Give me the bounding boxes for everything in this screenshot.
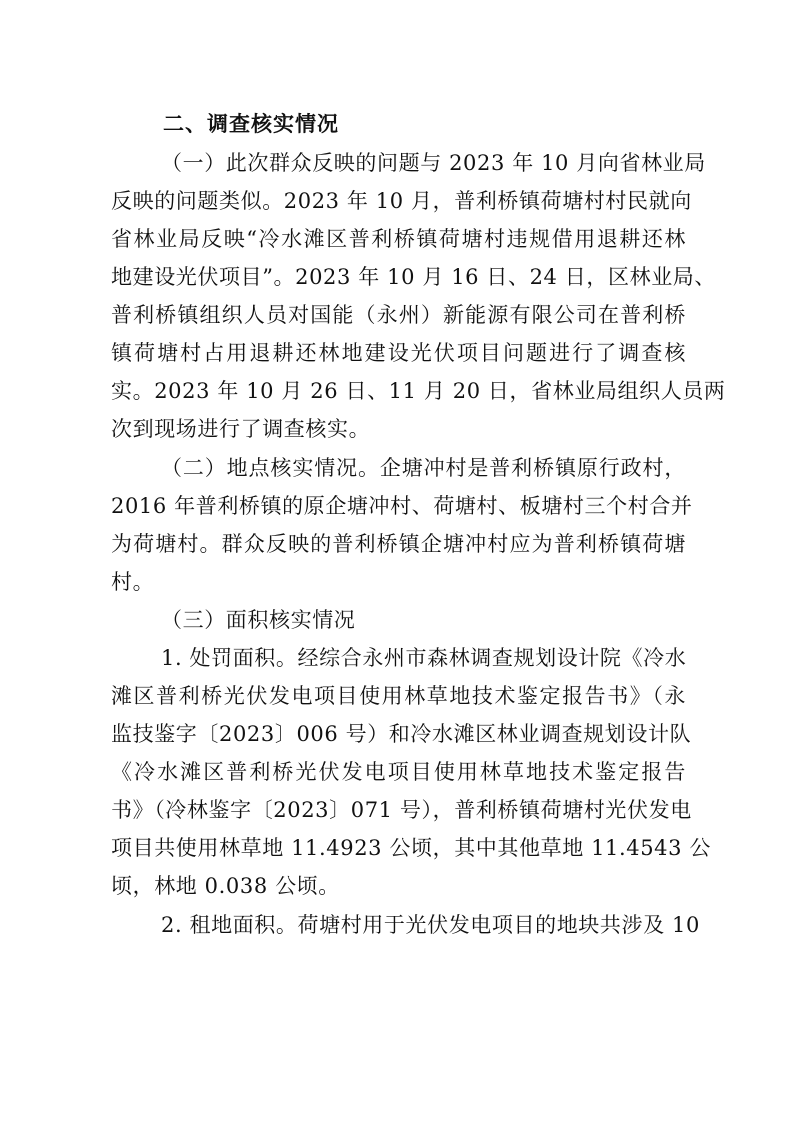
paragraph-4-line-3: 监技鉴字〔2023〕006 号）和冷水滩区林业调查规划设计队 [111, 722, 692, 746]
paragraph-4-line-1: 1. 处罚面积。经综合永州市森林调查规划设计院《冷水 [161, 646, 687, 670]
paragraph-1-line-3: 省林业局反映“冷水滩区普利桥镇荷塘村违规借用退耕还林 [111, 227, 686, 251]
paragraph-3-heading: （三）面积核实情况 [161, 608, 356, 632]
paragraph-5-line-1: 2. 租地面积。荷塘村用于光伏发电项目的地块共涉及 10 [161, 913, 700, 937]
paragraph-1-line-8: 次到现场进行了调查核实。 [111, 417, 371, 441]
paragraph-1-line-4: 地建设光伏项目”。2023 年 10 月 16 日、24 日，区林业局、 [111, 265, 716, 289]
paragraph-1-line-1: （一）此次群众反映的问题与 2023 年 10 月向省林业局 [161, 151, 706, 175]
paragraph-4-line-6: 项目共使用林草地 11.4923 公顷，其中其他草地 11.4543 公 [111, 836, 711, 860]
paragraph-2-line-1: （二）地点核实情况。企塘冲村是普利桥镇原行政村， [161, 456, 686, 480]
paragraph-2-line-2: 2016 年普利桥镇的原企塘冲村、荷塘村、板塘村三个村合并 [111, 494, 693, 518]
paragraph-2-line-3: 为荷塘村。群众反映的普利桥镇企塘冲村应为普利桥镇荷塘 [111, 532, 686, 556]
section-heading: 二、调查核实情况 [163, 112, 339, 136]
paragraph-4-line-2: 滩区普利桥光伏发电项目使用林草地技术鉴定报告书》（永 [111, 684, 686, 708]
paragraph-4-line-4: 《冷水滩区普利桥光伏发电项目使用林草地技术鉴定报告 [111, 760, 686, 784]
paragraph-2-line-4: 村。 [111, 570, 155, 594]
paragraph-1-line-7: 实。2023 年 10 月 26 日、11 月 20 日，省林业局组织人员两 [111, 379, 726, 403]
paragraph-1-line-6: 镇荷塘村占用退耕还林地建设光伏项目问题进行了调查核 [111, 341, 686, 365]
paragraph-1-line-5: 普利桥镇组织人员对国能（永州）新能源有限公司在普利桥 [111, 303, 686, 327]
paragraph-4-line-5: 书》（冷林鉴字〔2023〕071 号），普利桥镇荷塘村光伏发电 [111, 798, 692, 822]
paragraph-1-line-2: 反映的问题类似。2023 年 10 月，普利桥镇荷塘村村民就向 [111, 189, 692, 213]
paragraph-4-line-7: 顷，林地 0.038 公顷。 [111, 874, 340, 898]
